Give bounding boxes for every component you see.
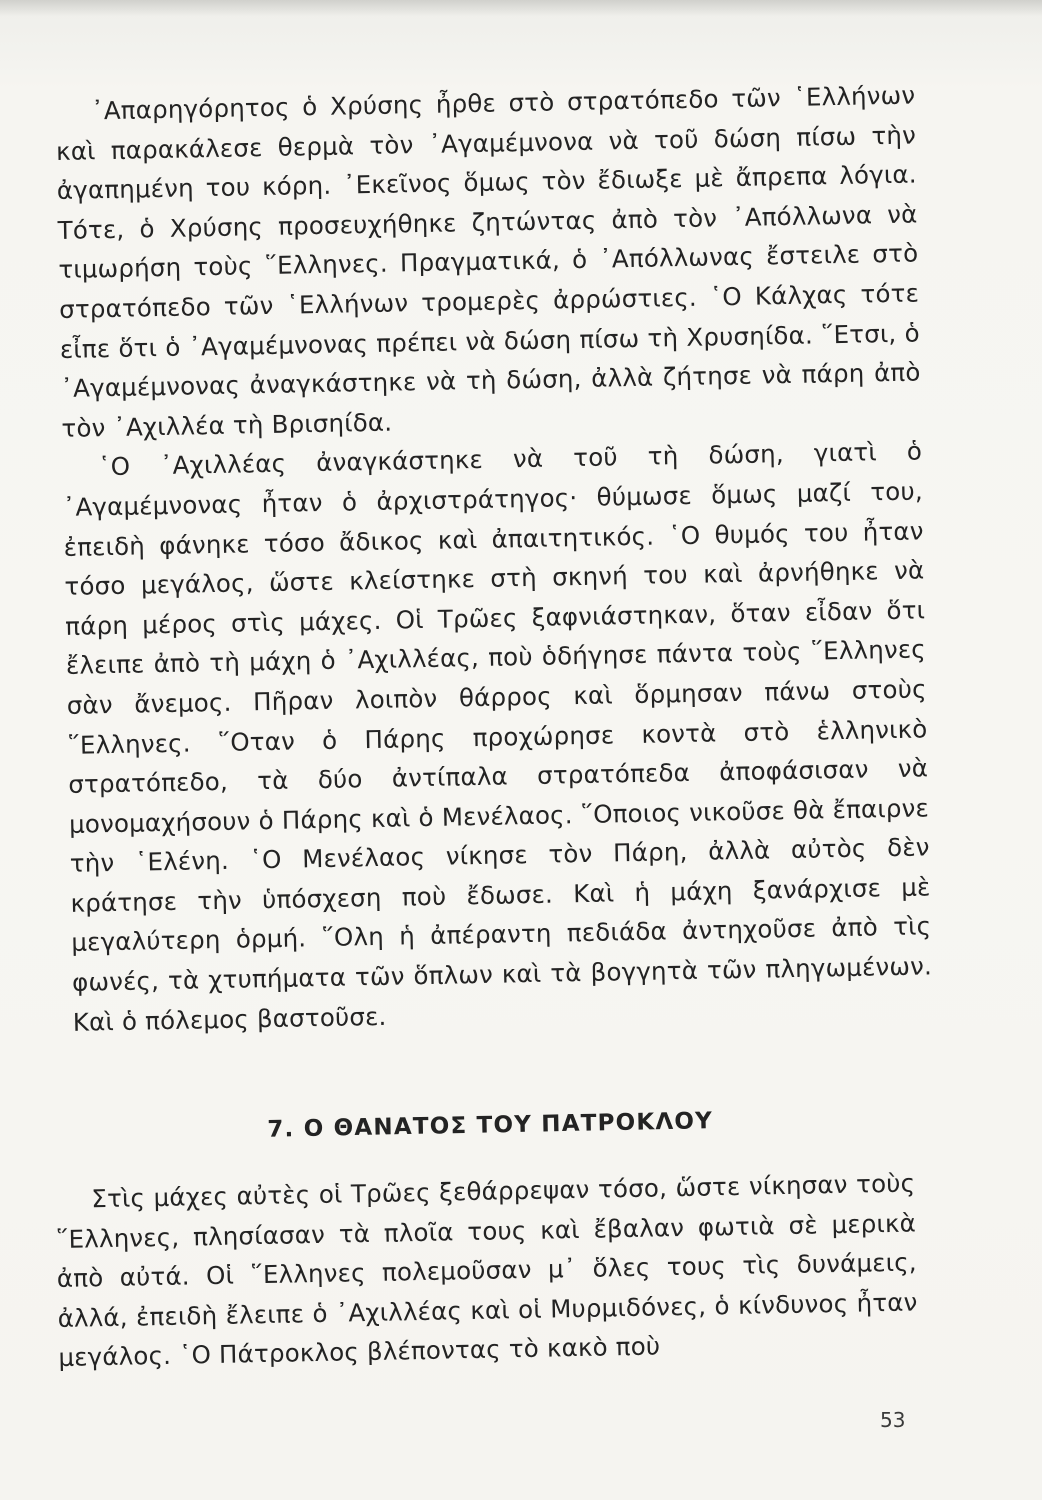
chapter-title: 7. Ο ΘΑΝΑΤΟΣ ΤΟΥ ΠΑΤΡΟΚΛΟΥ bbox=[267, 1108, 714, 1143]
page-edge-shadow bbox=[0, 0, 1042, 16]
paragraph-trojans: Στὶς μάχες αὐτὲς οἱ Τρῶες ξεθάρρεψαν τόσο, ὥστε νίκησαν τοὺς ῞Ελληνες, πλησίασαν τὰ πλοῖα τους καὶ ἔβαλαν φωτιὰ σὲ μερικὰ ἀπὸ αὐτά. Οἱ ῞Ελληνες πολεμοῦσαν μ᾿ ὅλες τους τὶς δυνάμεις, ἀλλά, ἐπειδὴ ἔλειπε ὁ ᾿Αχιλλέας καὶ οἱ Μυρμιδόνες, ὁ κίνδυνος ἦταν μεγάλος. ῾Ο Πάτροκλος βλέποντας τὸ κακὸ ποὺ bbox=[55, 1168, 918, 1373]
body-text-top bbox=[55, 75, 933, 1042]
body-text-bottom bbox=[55, 1163, 919, 1377]
page-number: 53 bbox=[880, 1408, 906, 1432]
paragraph-chryses: ᾿Απαρηγόρητος ὁ Χρύσης ἦρθε στὸ στρατόπεδο τῶν ῾Ελλήνων καὶ παρακάλεσε θερμὰ τὸν ᾿Αγαμέμνονα νὰ τοῦ δώση πίσω τὴν ἀγαπημένη του κόρη. ᾿Εκεῖνος ὅμως τὸν ἔδιωξε μὲ ἄπρεπα λόγια. Τότε, ὁ Χρύσης προσευχήθηκε ζητώντας ἀπὸ τὸν ᾿Απόλλωνα νὰ τιμωρήση τοὺς ῞Ελληνες. Πραγματικά, ὁ ᾿Απόλλωνας ἔστειλε στὸ στρατόπεδο τῶν ῾Ελλήνων τρομερὲς ἀρρώστιες. ῾Ο Κάλχας τότε εἶπε ὅτι ὁ ᾿Αγαμέμνονας πρέπει νὰ δώση πίσω τὴ Χρυσηίδα. ῞Ετσι, ὁ ᾿Αγαμέμνονας ἀναγκάστηκε νὰ τὴ δώση, ἀλλὰ ζήτησε νὰ πάρη ἀπὸ τὸν ᾿Αχιλλέα τὴ Βρισηίδα. bbox=[55, 80, 921, 443]
paragraph-achilles: ῾Ο ᾿Αχιλλέας ἀναγκάστηκε νὰ τοῦ τὴ δώση, γιατὶ ὁ ᾿Αγαμέμνονας ἦταν ὁ ἀρχιστράτηγος· θύμωσε ὅμως μαζί του, ἐπειδὴ φάνηκε τόσο ἄδικος καὶ ἀπαιτητικός. ῾Ο θυμός του ἦταν τόσο μεγάλος, ὥστε κλείστηκε στὴ σκηνή του καὶ ἀρνήθηκε νὰ πάρη μέρος στὶς μάχες. Οἱ Τρῶες ξαφνιάστηκαν, ὅταν εἶδαν ὅτι ἔλειπε ἀπὸ τὴ μάχη ὁ ᾿Αχιλλέας, ποὺ ὁδήγησε πάντα τοὺς ῞Ελληνες σὰν ἄνεμος. Πῆραν λοιπὸν θάρρος καὶ ὅρμησαν πάνω στοὺς ῞Ελληνες. ῞Οταν ὁ Πάρης προχώρησε κοντὰ στὸ ἑλληνικὸ στρατόπεδο, τὰ δύο ἀντίπαλα στρατόπεδα ἀποφάσισαν νὰ μονομαχήσουν ὁ Πάρης καὶ ὁ Μενέλαος. ῞Οποιος νικοῦσε θὰ ἔπαιρνε τὴν ῾Ελένη. ῾Ο Μενέλαος νίκησε τὸν Πάρη, ἀλλὰ αὐτὸς δὲν κράτησε τὴν ὑπόσχεση ποὺ ἔδωσε. Καὶ ἡ μάχη ξανάρχισε μὲ μεγαλύτερη ὁρμή. ῞Ολη ἡ ἀπέραντη πεδιάδα ἀντηχοῦσε ἀπὸ τὶς φωνές, τὰ χτυπήματα τῶν ὅπλων καὶ τὰ βογγητὰ τῶν πληγωμένων. Καὶ ὁ πόλεμος βαστοῦσε. bbox=[62, 436, 933, 1037]
